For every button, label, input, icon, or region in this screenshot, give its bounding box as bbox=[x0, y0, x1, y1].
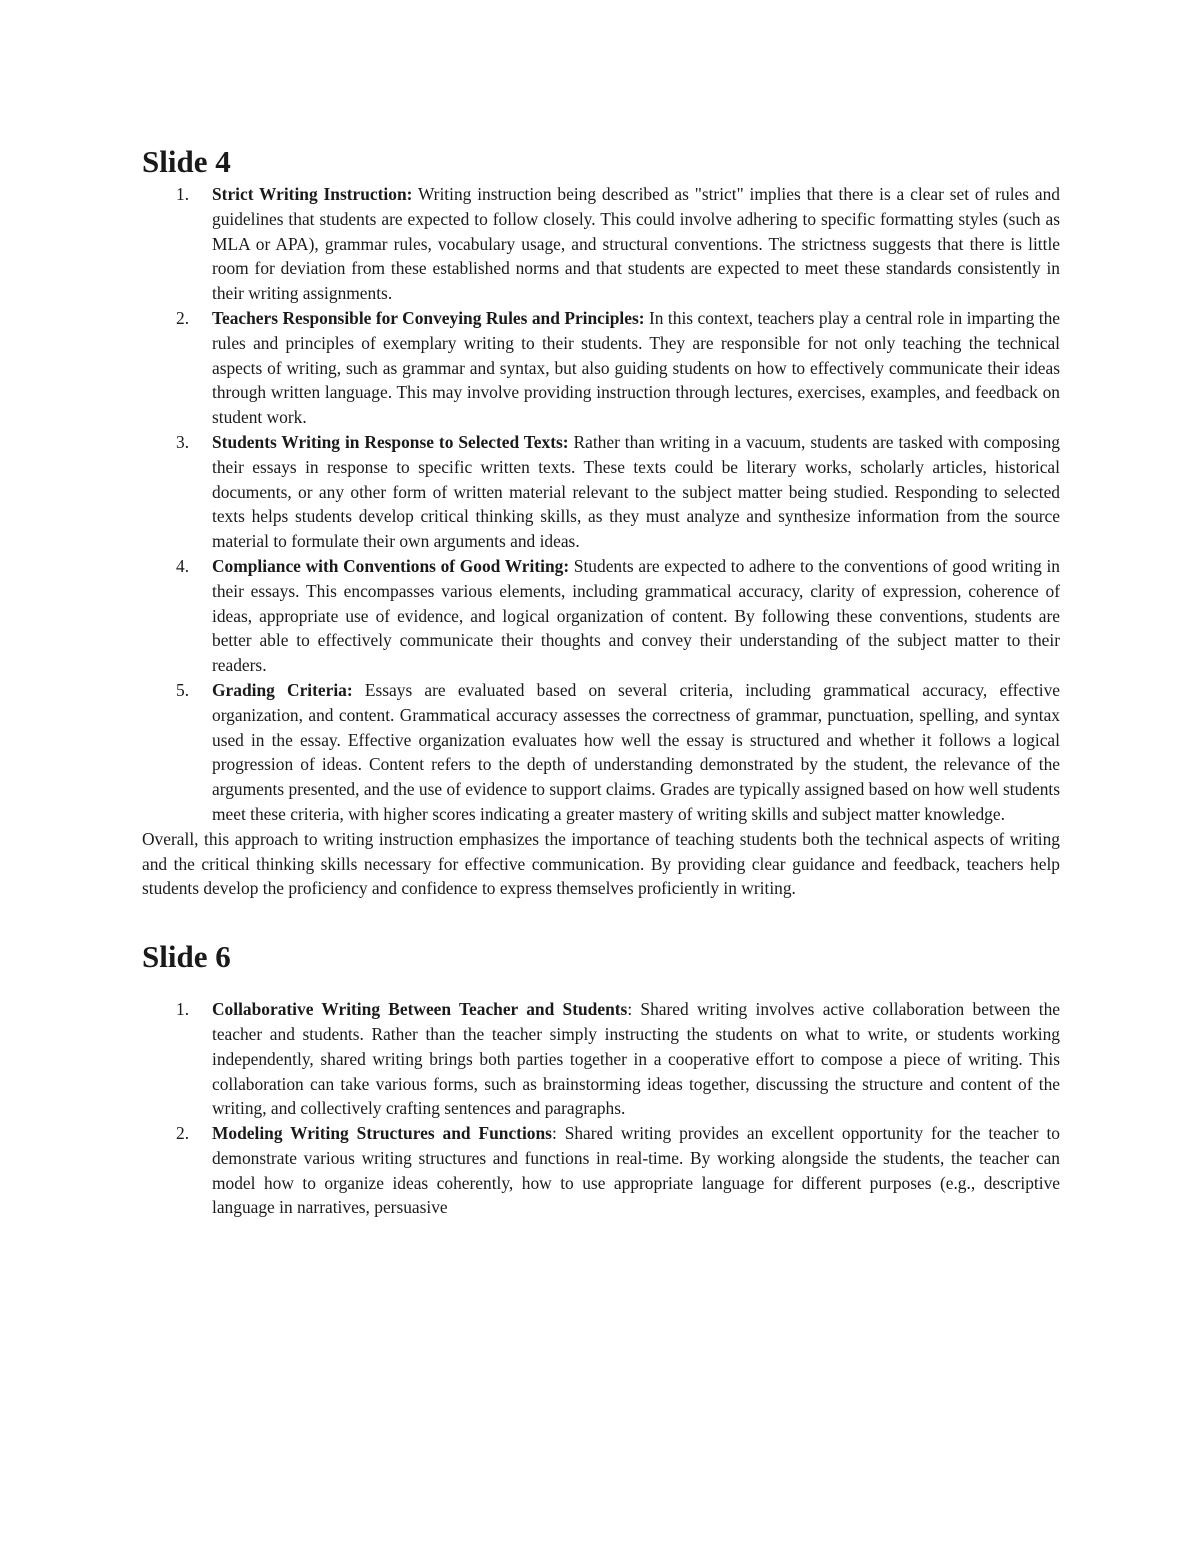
list-item-number: 2. bbox=[176, 1123, 190, 1144]
list-item bbox=[142, 554, 1060, 678]
list-item-number: 1. bbox=[176, 999, 190, 1020]
list-item bbox=[142, 1121, 1060, 1220]
list-item-text: Essays are evaluated based on several criteria, including grammatical accuracy, effective organization, and content. Grammatical accuracy assesses the correctness of grammar, punctuation, spelling, and syntax used in the essay. Effective organization evaluates how well the essay is structured and whether it follows a logical progression of ideas. Content refers to the depth of understanding demonstrated by the student, the relevance of the arguments presented, and the use of evidence to support claims. Grades are typically assigned based on how well students meet these criteria, with higher scores indicating a greater mastery of writing skills and subject matter knowledge. bbox=[212, 679, 1060, 824]
list-item-text: Writing instruction being described as "strict" implies that there is a clear set of rules and guidelines that students are expected to follow closely. This could involve adhering to specific formatting styles (such as MLA or APA), grammar rules, vocabulary usage, and structural conventions. The strictness suggests that there is little room for deviation from these established norms and that students are expected to meet these standards consistently in their writing assignments. bbox=[212, 184, 1061, 304]
list-item-term: Grading Criteria: bbox=[212, 679, 353, 700]
list-item-text: Rather than writing in a vacuum, students are tasked with composing their essays in response to specific written texts. These texts could be literary works, scholarly articles, historical documents, or any other form of written material relevant to the subject matter being studied. Responding to selected texts helps students develop critical thinking skills, as they must analyze and synthesize information from the source material to formulate their own arguments and ideas. bbox=[212, 431, 1060, 552]
list-item-number: 4. bbox=[176, 555, 190, 576]
slide-6-list bbox=[142, 997, 1060, 1220]
list-item-number: 2. bbox=[176, 307, 190, 328]
overall-paragraph: Overall, this approach to writing instruction emphasizes the importance of teaching students both the technical aspects of writing and the critical thinking skills necessary for effective communication. By providing clear guidance and feedback, teachers help students develop the proficiency and confidence to express themselves proficiently in writing. bbox=[142, 828, 1060, 899]
list-item-term: Teachers Responsible for Conveying Rules and Principles: bbox=[212, 307, 645, 328]
list-item-number: 1. bbox=[176, 184, 190, 204]
list-item bbox=[142, 997, 1060, 1121]
slide-4-heading: Slide 4 bbox=[142, 144, 231, 179]
list-item bbox=[142, 678, 1060, 827]
slide-4-list bbox=[142, 182, 1060, 827]
list-item-number: 3. bbox=[176, 431, 190, 452]
document-page bbox=[142, 142, 1060, 1220]
list-item bbox=[142, 430, 1060, 554]
list-item-term: Modeling Writing Structures and Functions bbox=[212, 1123, 552, 1144]
list-item-text: In this context, teachers play a central role in imparting the rules and principles of exemplary writing to their students. They are responsible for not only teaching the technical aspects of writing, such as grammar and syntax, but also guiding students on how to effectively communicate their ideas through written language. This may involve providing instruction through lectures, exercises, examples, and feedback on student work. bbox=[212, 307, 1061, 428]
list-item-term: Compliance with Conventions of Good Writing: bbox=[212, 555, 570, 576]
list-item-text: Students are expected to adhere to the conventions of good writing in their essays. This encompasses various elements, including grammatical accuracy, clarity of expression, coherence of ideas, appropriate use of evidence, and logical organization of content. By following these conventions, students are better able to effectively communicate their thoughts and convey their understanding of the subject matter to their readers. bbox=[212, 555, 1060, 676]
list-item bbox=[142, 182, 1060, 306]
list-item-number: 5. bbox=[176, 679, 190, 700]
list-item-text: : Shared writing involves active collaboration between the teacher and students. Rather than the teacher simply instructing the students on what to write, or students working independently, shared writing brings both parties together in a cooperative effort to compose a piece of writing. This collaboration can take various forms, such as brainstorming ideas together, discussing the structure and content of the writing, and collectively crafting sentences and paragraphs. bbox=[212, 999, 1060, 1119]
list-item-term: Strict Writing Instruction: bbox=[212, 184, 413, 204]
list-item-term: Collaborative Writing Between Teacher and Students bbox=[212, 999, 628, 1020]
list-item-term: Students Writing in Response to Selected Texts: bbox=[212, 431, 569, 452]
list-item-text: : Shared writing provides an excellent opportunity for the teacher to demonstrate various writing structures and functions in real-time. By working alongside the students, the teacher can model how to organize ideas coherently, how to use appropriate language for different purposes (e.g., descriptive language in narratives, persuasive bbox=[212, 1123, 1060, 1218]
list-item bbox=[142, 306, 1060, 430]
slide-6-heading: Slide 6 bbox=[142, 939, 231, 975]
